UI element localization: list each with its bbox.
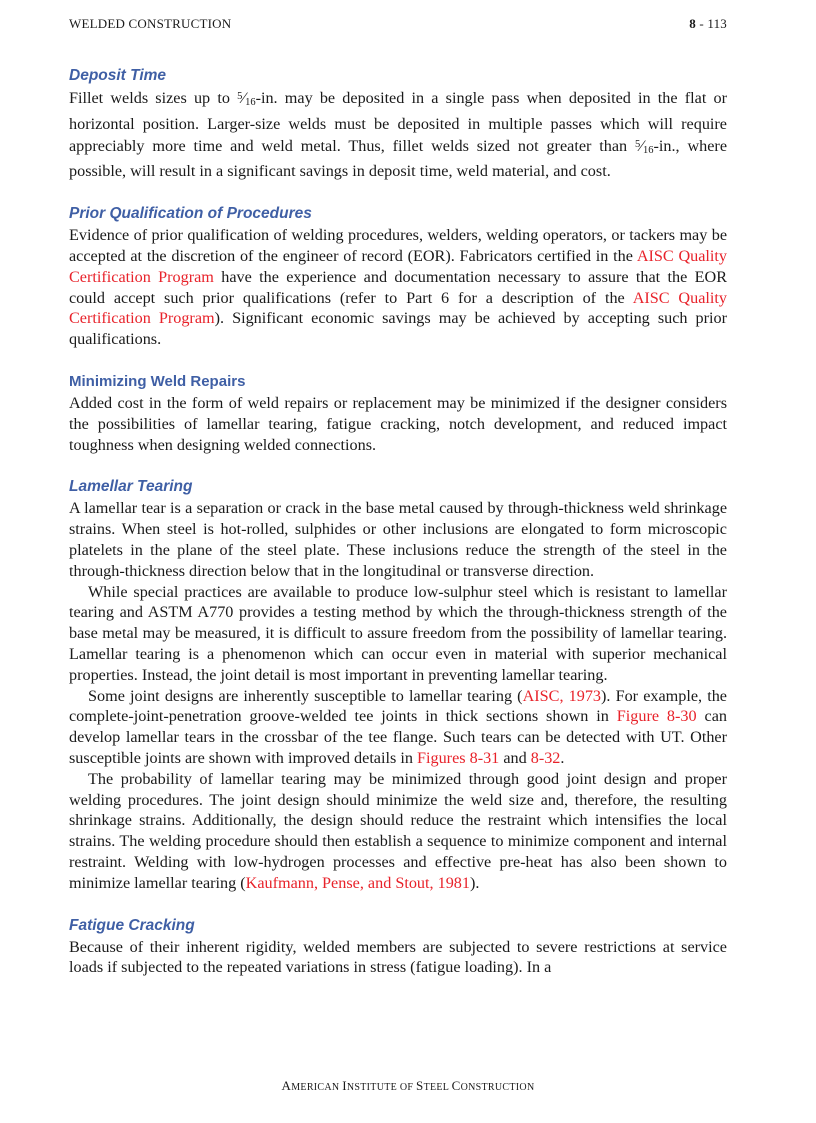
footer-text: C bbox=[451, 1078, 461, 1093]
link-aisc-quality-certification[interactable]: AISC Quality Certification Program bbox=[69, 246, 728, 286]
paragraph: While special practices are available to produce low-sulphur steel which is resistant to lamellar tearing and ASTM A770 provides a testing method by which the through-thickness strength of the base metal may be measured, it is difficult to assure freedom from the possibility of lamellar tearing. Lamellar tearing is a phenomenon which can occur even in material with superior mechanical properties. Instead, the joint detail is most important in preventing lamellar tearing. bbox=[69, 582, 727, 684]
paragraph: Because of their inherent rigidity, welded members are subjected to severe restrictions at service loads if subjected to the repeated variations in stress (fatigue loading). In a bbox=[69, 937, 727, 977]
fraction-denominator: 16 bbox=[643, 144, 654, 156]
heading-prior-qualification: Prior Qualification of Procedures bbox=[69, 205, 312, 223]
text-run: ). For example, the complete-joint-penetration groove-welded tee joints in thick sections shown in bbox=[69, 686, 727, 726]
footer-text: A bbox=[281, 1078, 292, 1093]
fraction-numerator: 5 bbox=[635, 138, 641, 150]
text-run: The probability of lamellar tearing may be minimized through good joint design and proper welding procedures. The joint design should minimize the weld size and, therefore, the resulting shrinkage strains. Additionally, the design should reduce the restraint which intensifies the local strains. The welding procedure should then establish a sequence to minimize component and internal restraint. Welding with low-hydrogen processes and effective pre-heat has also been shown to minimize lamellar tearing ( bbox=[69, 769, 727, 892]
heading-lamellar-tearing: Lamellar Tearing bbox=[69, 478, 193, 496]
running-title: WELDED CONSTRUCTION bbox=[69, 16, 232, 31]
section-prior-qualification bbox=[69, 202, 727, 350]
text-run: ). bbox=[470, 873, 480, 892]
text-run: Fillet welds sizes up to bbox=[69, 89, 238, 107]
heading-deposit-time: Deposit Time bbox=[69, 67, 167, 84]
text-run: -in. may be deposited in a single pass when deposited in the flat or horizontal position. Larger-size welds must be deposited in multiple passes which will require appreciably more time and weld metal. Thus, fillet welds sized not greater than bbox=[69, 89, 728, 155]
text-run: Evidence of prior qualification of welding procedures, welders, welding operators, or tackers may be accepted at the discretion of the engineer of record (EOR). Fabricators certified in the bbox=[69, 226, 727, 265]
link-aisc-1973[interactable]: AISC, 1973 bbox=[522, 686, 602, 705]
page-separator: - bbox=[695, 16, 708, 31]
heading-fatigue-cracking: Fatigue Cracking bbox=[69, 916, 195, 934]
text-run: . bbox=[560, 748, 565, 767]
section-fatigue-cracking bbox=[69, 914, 727, 979]
fraction-numerator: 5 bbox=[237, 91, 243, 102]
text-run: have the experience and documentation necessary to assure that the EOR could accept such prior qualifications (refer to Part 6 for a description of the bbox=[69, 267, 727, 307]
paragraph: Added cost in the form of weld repairs or replacement may be minimized if the designer considers the possibilities of lamellar tearing, fatigue cracking, notch development, and reduced impact toughness when designing welded connections. bbox=[69, 393, 727, 454]
page-value: 113 bbox=[707, 16, 727, 31]
footer-text: NSTITUTE OF bbox=[346, 1082, 417, 1093]
footer-text: MERICAN bbox=[291, 1082, 343, 1093]
fraction-denominator: 16 bbox=[245, 97, 256, 108]
link-aisc-quality-certification[interactable]: AISC Quality Certification Program bbox=[69, 288, 727, 328]
text-run: Some joint designs are inherently susceptible to lamellar tearing ( bbox=[88, 686, 523, 705]
chapter-number: 8 bbox=[689, 16, 696, 31]
text-run: ). Significant economic savings may be achieved by accepting such prior qualifications. bbox=[69, 309, 727, 349]
paragraph bbox=[69, 769, 727, 894]
footer-text: ONSTRUCTION bbox=[460, 1082, 535, 1093]
fraction-slash: ⁄ bbox=[640, 136, 643, 155]
footer-text: TEEL bbox=[423, 1082, 452, 1093]
text-run: and bbox=[499, 748, 531, 767]
section-lamellar-tearing bbox=[69, 475, 727, 893]
paragraph bbox=[69, 87, 727, 182]
page-header bbox=[69, 16, 727, 36]
link-kaufmann-pense-stout[interactable]: Kaufmann, Pense, and Stout, 1981 bbox=[245, 873, 470, 892]
paragraph: A lamellar tear is a separation or crack in the base metal caused by through-thickness weld shrinkage strains. When steel is hot-rolled, sulphides or other inclusions are elongated to form microscopic platelets in the plane of the steel plate. These inclusions reduce the strength of the steel in the through-thickness direction below that in the longitudinal or transverse direction. bbox=[69, 499, 727, 580]
heading-minimizing-weld-repairs: Minimizing Weld Repairs bbox=[69, 372, 246, 390]
text-run: can develop lamellar tears in the crossbar of the tee flange. Such tears can be detected with UT. Other susceptible joints are shown with improved details in bbox=[69, 707, 727, 767]
page-number bbox=[689, 16, 727, 32]
link-figures-8-31[interactable]: Figures 8-31 bbox=[416, 748, 500, 767]
section-deposit-time bbox=[69, 64, 727, 182]
footer-text: S bbox=[416, 1078, 424, 1093]
page-footer bbox=[0, 1078, 816, 1094]
link-figure-8-32[interactable]: 8-32 bbox=[530, 748, 561, 767]
footer-text: I bbox=[342, 1078, 347, 1093]
fraction-slash: ⁄ bbox=[242, 89, 246, 107]
link-figure-8-30[interactable]: Figure 8-30 bbox=[616, 707, 697, 726]
page-content bbox=[69, 64, 727, 998]
paragraph bbox=[69, 225, 727, 350]
section-minimizing-weld-repairs bbox=[69, 370, 727, 455]
paragraph bbox=[69, 686, 727, 769]
text-run: -in., where possible, will result in a significant savings in deposit time, weld material, and cost. bbox=[69, 136, 728, 181]
